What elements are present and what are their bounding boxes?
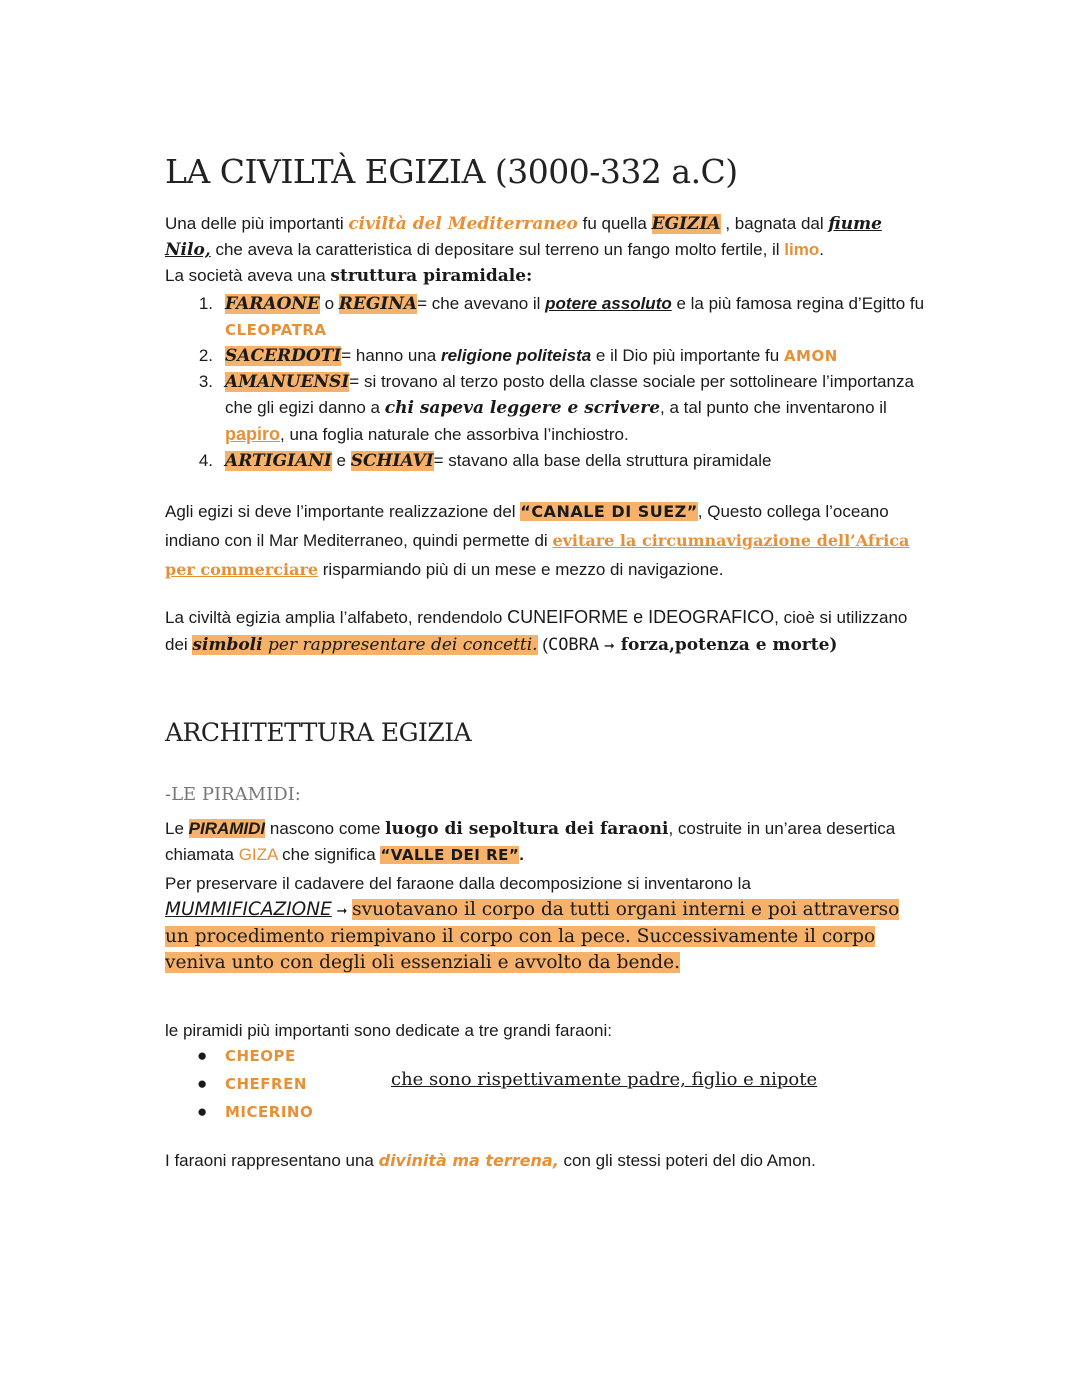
limo-term: limo (784, 240, 820, 259)
subheading-piramidi: -LE PIRAMIDI: (165, 784, 301, 805)
suez-paragraph: Agli egizi si deve l’importante realizzazione del “CANALE DI SUEZ”, Questo collega l’oceano indiano con il Mar Mediterraneo, quindi permette di evitare la circumnavigazione dell’Africa per commerciare risparmiando più di un mese e mezzo di navigazione. (165, 502, 910, 579)
simboli-term: simboli (192, 635, 263, 655)
giza-term: GIZA (238, 845, 278, 864)
closing-paragraph: I faraoni rappresentano una divinità ma terrena, con gli stessi poteri del dio Amon. (165, 1151, 816, 1170)
circumnavigazione-link: evitare la circumnavigazione dell’Africa per commerciare (165, 531, 910, 579)
list-item: ● CHEFREN (195, 1070, 925, 1098)
list-item: 3. AMANUENSI= si trovano al terzo posto della classe sociale per sottolineare l’importanza che gli egizi danno a chi sapeva leggere e scrivere, a tal punto che inventarono il papiro, una foglia naturale che assorbiva l’inchiostro. (198, 372, 914, 444)
bullet-icon: ● (197, 1046, 208, 1065)
arrow-icon: ➞ (603, 638, 615, 653)
list-item: 2. SACERDOTI= hanno una religione politeista e il Dio più importante fu AMON (198, 346, 838, 366)
section-heading-architettura: ARCHITETTURA EGIZIA (165, 718, 472, 747)
arrow-icon: ➞ (336, 903, 348, 918)
divinita-term: divinità ma terrena, (378, 1151, 559, 1170)
list-item: 1. FARAONE o REGINA= che avevano il potere assoluto e la più famosa regina d’Egitto fu CLEOPATRA (198, 294, 925, 339)
mummificazione-term: MUMMIFICAZIONE (165, 899, 332, 920)
mummificazione-paragraph: Per preservare il cadavere del faraone dalla decomposizione si inventarono la MUMMIFICAZIONE ➞ svuotavano il corpo da tutti organi interni e poi attraverso un procedimento riempivano il corpo con la pece. Successivamente il corpo veniva unto con degli oli essenziali e avvolto da bende. (165, 874, 900, 973)
faraoni-intro: le piramidi più importanti sono dedicate a tre grandi faraoni: (165, 1021, 612, 1040)
intro-paragraph: Una delle più importanti civiltà del Mediterraneo fu quella EGIZIA , bagnata dal fiume Nilo, che aveva la caratteristica di depositare sul terreno un fango molto fertile, il limo. La società aveva una struttura piramidale: (165, 214, 882, 286)
list-item: 4. ARTIGIANI e SCHIAVI= stavano alla base della struttura piramidale (198, 451, 772, 471)
social-classes-list (195, 291, 925, 474)
piramidi-paragraph: Le PIRAMIDI nascono come luogo di sepoltura dei faraoni, costruite in un’area desertica chiamata GIZA che significa “VALLE DEI RE”. (165, 819, 896, 864)
page-title: LA CIVILTÀ EGIZIA (3000-332 a.C) (165, 152, 738, 191)
faraoni-note: che sono rispettivamente padre, figlio e nipote (391, 1069, 818, 1090)
alfabeto-paragraph: La civiltà egizia amplia l’alfabeto, rendendolo CUNEIFORME e IDEOGRAFICO, cioè si utilizzano dei simboli per rappresentare dei concetti. (COBRA ➞ forza,potenza e morte) (165, 607, 908, 655)
list-item: ● CHEOPE (195, 1042, 925, 1070)
struttura-piramidale: struttura piramidale: (330, 266, 533, 286)
list-item: ● MICERINO (195, 1098, 925, 1126)
bullet-icon: ● (197, 1102, 208, 1121)
piramidi-term: PIRAMIDI (188, 819, 266, 838)
valle-dei-re: “VALLE DEI RE” (380, 846, 520, 864)
highlight-egizia: EGIZIA (651, 214, 721, 234)
bullet-icon: ● (197, 1074, 208, 1093)
canale-di-suez: “CANALE DI SUEZ” (520, 502, 698, 521)
highlight-mediterraneo: civiltà del Mediterraneo (348, 214, 578, 234)
fiume-nilo: fiume Nilo, (165, 214, 882, 260)
